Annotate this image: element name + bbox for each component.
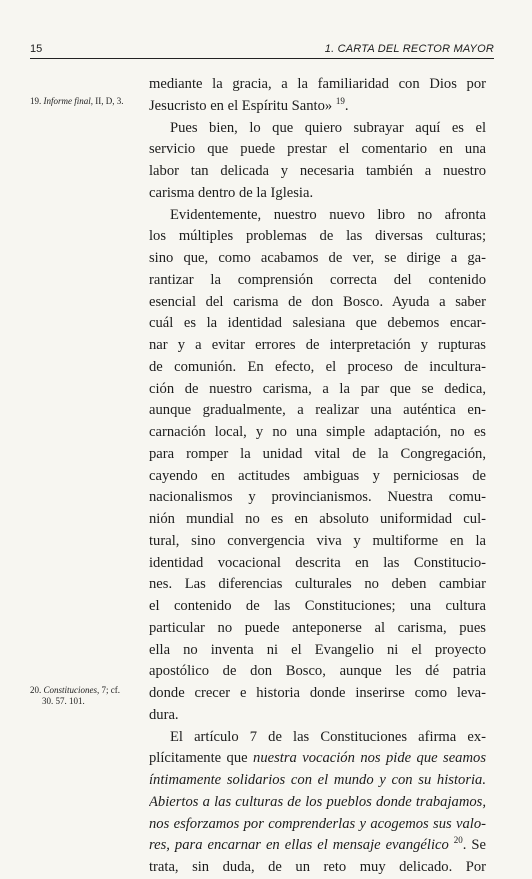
text-line xyxy=(149,792,486,814)
text-line xyxy=(149,748,486,770)
text-line: Pues bien, lo que quiero subrayar aquí es el xyxy=(170,119,486,136)
text-line: apostólico de don Bosco, aunque les dé patria xyxy=(149,663,486,680)
text-line: Evidentemente, nuestro nuevo libro no afronta xyxy=(170,206,486,223)
text-line: de comunión. En efecto, el proceso de incultura- xyxy=(149,358,486,375)
text-line: rantizar la comprensión correcta del contenido xyxy=(149,271,486,288)
text-span: Jesucristo en el Espíritu Santo» xyxy=(149,97,333,114)
text-line: labor tan delicada y necesaria también a nuestro xyxy=(149,163,486,179)
note-number: 20. xyxy=(30,685,42,695)
note-detail: II, D, 3. xyxy=(95,96,124,106)
text-line xyxy=(149,814,486,836)
note-detail: 7; cf. xyxy=(101,685,120,695)
running-header xyxy=(30,40,494,59)
text-line: cayendo en actitudes ambiguas y perniciosas de xyxy=(149,467,486,484)
paragraph xyxy=(149,205,486,727)
text-line xyxy=(149,835,486,857)
text-line: nes. Las diferencias culturales no deben cambiar xyxy=(149,576,486,593)
text-line: trata, sin duda, de un reto muy delicado. Por xyxy=(149,859,486,875)
text-line: ella no inventa ni el Evangelio ni el proyecto xyxy=(149,641,486,658)
note-number: 19. xyxy=(30,96,42,106)
text-line: el contenido de las Constituciones; una cultura xyxy=(149,598,486,614)
text-line: cuál es la identidad salesiana que debemos encar- xyxy=(149,315,486,332)
text-line: los múltiples problemas de las diversas culturas; xyxy=(149,228,486,245)
footnote-ref: 19 xyxy=(335,95,345,106)
text-line: Jesucristo en el Espíritu Santo» $^{19}$. xyxy=(149,95,349,114)
note-detail: 30. 57. 101. xyxy=(42,696,85,706)
body-text xyxy=(149,74,486,879)
text-line: identidad vocacional descrita en las Constitucio- xyxy=(149,554,486,571)
text-line: particular no puede anteponerse al carisma, pues xyxy=(149,619,486,636)
footnote-ref: 20 xyxy=(453,835,463,846)
text-line: carnación local, y no una simple adaptación, no es xyxy=(149,424,486,440)
text-line: tural, sino convergencia viva y multiforme en la xyxy=(149,532,486,549)
italic-quote: nuestra vocación nos pide que seamos xyxy=(253,750,486,767)
text-line: esencial del carisma de don Bosco. Ayuda a saber xyxy=(149,293,486,310)
page-number: 15 xyxy=(30,43,43,55)
text-line: ción de nuestro carisma, a la par que se dedica, xyxy=(149,380,486,397)
text-line: servicio que puede prestar el comentario en una xyxy=(149,141,486,158)
italic-quote: nos esforzamos por comprenderlas y acogemos sus valo- xyxy=(149,815,486,832)
running-title: 1. CARTA DEL RECTOR MAYOR xyxy=(324,43,494,55)
text-line xyxy=(149,770,486,792)
note-source: Constituciones, xyxy=(43,685,100,695)
text-span: . Se xyxy=(462,837,486,854)
text-line: mediante la gracia, a la familiaridad con Dios por xyxy=(149,76,486,92)
margin-note-20 xyxy=(30,685,145,707)
text-line: aunque gradualmente, a realizar una auténtica en- xyxy=(149,402,486,419)
text-line: sino que, como acabamos de ver, se dirige a ga- xyxy=(149,250,486,266)
note-source: Informe final, xyxy=(43,96,93,106)
italic-quote: íntimamente solidarios con el mundo y con su historia. xyxy=(149,772,486,788)
text-line: para romper la unidad vital de la Congregación, xyxy=(149,445,486,462)
text-line: carisma dentro de la Iglesia. xyxy=(149,184,314,201)
text-line: nacionalismos y provincianismos. Nuestra comu- xyxy=(149,489,486,506)
text-line: donde crecer e historia donde inserirse como leva- xyxy=(149,685,486,701)
margin-note-19 xyxy=(30,96,145,107)
italic-quote: res, para encarnar en ellas el mensaje evangélico xyxy=(149,837,449,854)
italic-quote: Abiertos a las culturas de los pueblos donde trabajamos, xyxy=(149,793,486,810)
text-line: dura. xyxy=(149,706,179,723)
text-line: nión mundial no es en absoluto uniformidad cul- xyxy=(149,511,486,527)
text-line: nar y a evitar errores de interpretación y rupturas xyxy=(149,337,486,353)
text-span: plícitamente que xyxy=(149,750,254,767)
text-line: El artículo 7 de las Constituciones afirma ex- xyxy=(170,728,486,745)
